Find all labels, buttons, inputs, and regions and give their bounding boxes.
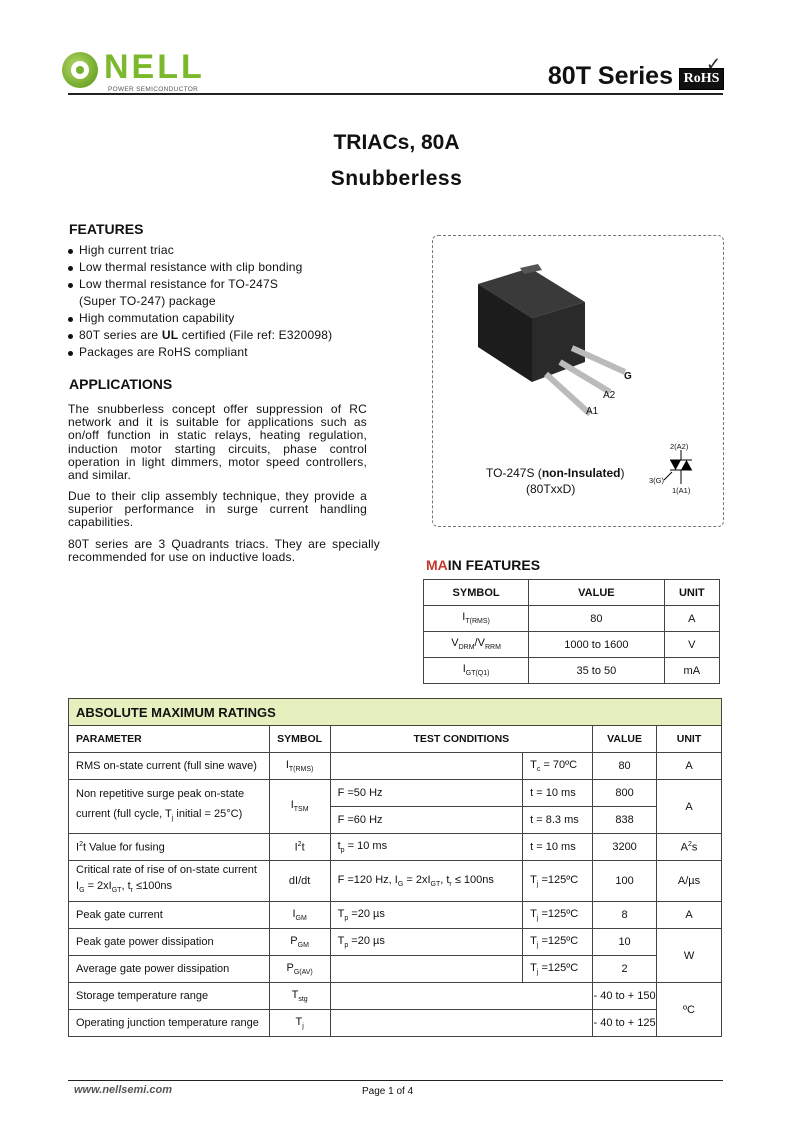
value-cell: 100 <box>593 861 657 902</box>
rohs-badge: RoHS <box>679 68 724 90</box>
cond-text: T <box>530 934 537 947</box>
unit-cell: A <box>657 753 722 780</box>
condition-cell <box>330 902 523 929</box>
value-cell: 2 <box>593 956 657 983</box>
param-cell: Peak gate power dissipation <box>69 929 270 956</box>
cond-sub: G <box>397 881 404 889</box>
value-cell: 10 <box>593 929 657 956</box>
cond-text: =125ºC <box>538 873 579 886</box>
param-cell: Peak gate current <box>69 902 270 929</box>
symbol-cell <box>269 780 330 834</box>
mf-unit: mA <box>664 658 719 684</box>
symbol-cell <box>269 983 330 1010</box>
symbol-g-label: 3(G) <box>649 476 664 485</box>
table-row <box>69 956 722 983</box>
symbol-main: t <box>301 841 305 854</box>
feature-item <box>66 327 332 344</box>
table-row <box>424 658 720 684</box>
cond-text: =125ºC <box>538 907 579 920</box>
series-title: 80T Series <box>547 62 673 90</box>
unit-cell: ºC <box>657 983 722 1037</box>
table-row <box>69 834 722 861</box>
unit-cell: A <box>657 902 722 929</box>
condition-cell <box>523 956 593 983</box>
symbol-sup: 2 <box>297 840 302 848</box>
param-text: , t <box>121 880 131 893</box>
symbol-cell: dI/dt <box>269 861 330 902</box>
table-row <box>69 929 722 956</box>
symbol-sub: GT(Q1) <box>465 670 490 678</box>
table-row <box>69 861 722 902</box>
ratings-header-symbol: SYMBOL <box>269 726 330 753</box>
value-cell: 80 <box>593 753 657 780</box>
features-heading: FEATURES <box>69 221 144 237</box>
unit-cell: A <box>657 780 722 834</box>
cond-text: =20 µs <box>348 907 385 920</box>
ratings-header-conditions: TEST CONDITIONS <box>330 726 592 753</box>
param-text: Critical rate of rise of on-state current <box>76 864 257 877</box>
condition-cell <box>330 834 523 861</box>
logo-icon-dot <box>76 66 84 74</box>
mf-symbol <box>424 606 529 632</box>
applications-paragraph: 80T series are 3 Quadrants triacs. They are specially recommended for use on inductive loads. <box>68 537 380 565</box>
symbol-sub: GM <box>295 915 307 923</box>
param-text: current (full cycle, T <box>76 807 172 820</box>
condition-cell: t = 10 ms <box>523 780 593 807</box>
package-part: (80TxxD) <box>526 482 576 496</box>
param-text: Non repetitive surge peak on-state <box>76 787 245 800</box>
cond-sub: r <box>449 881 452 889</box>
page-subtitle: Snubberless <box>330 167 463 190</box>
symbol-main: P <box>290 934 298 947</box>
main-features-heading: MAIN FEATURES <box>426 557 541 573</box>
symbol-cell <box>269 902 330 929</box>
condition-cell <box>330 956 523 983</box>
condition-cell: F =50 Hz <box>330 780 523 807</box>
footer-url[interactable]: www.nellsemi.com <box>74 1084 173 1096</box>
mf-header-symbol: SYMBOL <box>424 580 529 606</box>
logo-text: NELL <box>104 48 205 86</box>
param-sub: G <box>79 887 85 895</box>
cond-text: T <box>337 907 345 920</box>
condition-cell: t = 10 ms <box>523 834 593 861</box>
value-cell: - 40 to + 125 <box>593 1010 657 1037</box>
param-cell: Storage temperature range <box>69 983 270 1010</box>
value-cell: 800 <box>593 780 657 807</box>
cond-text: , t <box>440 873 450 886</box>
features-list <box>66 242 332 361</box>
symbol-sub: stg <box>298 996 308 1004</box>
package-name-bold: non-Insulated <box>541 466 621 480</box>
cond-text: T <box>530 873 537 886</box>
cond-text: ≤ 100ns <box>451 873 494 886</box>
symbol-sub: RRM <box>484 644 501 652</box>
mf-value: 35 to 50 <box>529 658 664 684</box>
unit-text: A <box>680 841 688 854</box>
param-cell: Average gate power dissipation <box>69 956 270 983</box>
symbol-main: I <box>294 841 298 854</box>
feature-item <box>66 276 332 310</box>
package-name-post: ) <box>620 466 625 480</box>
symbol-cell <box>269 929 330 956</box>
unit-sup: 2 <box>687 840 692 848</box>
table-row <box>69 753 722 780</box>
ratings-header-unit: UNIT <box>657 726 722 753</box>
symbol-main: I <box>462 663 466 676</box>
table-row <box>69 983 722 1010</box>
footer-page-number: Page 1 of 4 <box>362 1086 414 1097</box>
symbol-main: V <box>451 637 459 650</box>
unit-cell: W <box>657 929 722 983</box>
symbol-main: I <box>290 799 294 812</box>
param-cell: RMS on-state current (full sine wave) <box>69 753 270 780</box>
cond-sub: p <box>340 847 345 855</box>
cond-sub: j <box>536 969 539 977</box>
table-row <box>69 780 722 807</box>
feature-text: certified (File ref: E320098) <box>178 328 333 342</box>
cond-sub: j <box>536 915 539 923</box>
param-sub: j <box>171 815 174 823</box>
feature-item: High current triac <box>66 242 332 259</box>
cond-text: T <box>530 907 537 920</box>
feature-text-bold: UL <box>161 328 179 342</box>
symbol-sub: T(RMS) <box>465 618 490 626</box>
ratings-table <box>68 698 722 1037</box>
page-title: TRIACs, 80A <box>333 131 460 154</box>
param-sub: r <box>130 887 133 895</box>
mf-value: 80 <box>529 606 664 632</box>
applications-paragraph: Due to their clip assembly technique, they provide a superior performance in surge current handling capabilities. <box>68 489 367 530</box>
main-features-table <box>423 579 720 684</box>
pin-label-g: G <box>624 371 632 382</box>
unit-cell: A/µs <box>657 861 722 902</box>
value-cell: 838 <box>593 807 657 834</box>
condition-cell <box>523 861 593 902</box>
param-cell <box>69 861 270 902</box>
condition-cell <box>330 861 523 902</box>
table-row <box>69 1010 722 1037</box>
symbol-main: I <box>285 758 289 771</box>
cond-sub: p <box>344 915 349 923</box>
ratings-header-value: VALUE <box>593 726 657 753</box>
param-sup: 2 <box>79 840 83 848</box>
cond-text: = 2xI <box>403 873 431 886</box>
param-text: = 2xI <box>84 880 112 893</box>
param-cell <box>69 834 270 861</box>
symbol-sub: G(AV) <box>293 969 313 977</box>
cond-sub: p <box>344 942 349 950</box>
symbol-sub: DRM <box>458 644 475 652</box>
condition-cell <box>523 902 593 929</box>
cond-sub: j <box>536 881 539 889</box>
param-cell <box>69 780 270 834</box>
package-name-pre: TO-247S ( <box>486 466 542 480</box>
param-text: I <box>76 841 80 854</box>
symbol-a2-label: 2(A2) <box>670 442 689 451</box>
param-text: I <box>76 880 80 893</box>
main-features-heading-text: IN FEATURES <box>447 557 541 573</box>
symbol-sub: GM <box>297 942 309 950</box>
symbol-a1-label: 1(A1) <box>672 486 691 495</box>
cond-text: t <box>337 839 341 852</box>
feature-text: (Super TO-247) package <box>79 294 216 308</box>
condition-cell <box>523 929 593 956</box>
param-text: initial = 25°C) <box>173 807 243 820</box>
symbol-main: /V <box>474 637 485 650</box>
header-rule <box>68 93 723 95</box>
ratings-heading: ABSOLUTE MAXIMUM RATINGS <box>69 699 722 726</box>
condition-cell <box>330 929 523 956</box>
cond-text: = 10 ms <box>344 839 388 852</box>
cond-text: T <box>530 758 537 771</box>
condition-cell <box>523 753 593 780</box>
param-text: ≤100ns <box>132 880 173 893</box>
symbol-cell <box>269 753 330 780</box>
symbol-main: T <box>295 1015 303 1028</box>
mf-symbol <box>424 632 529 658</box>
value-cell: 3200 <box>593 834 657 861</box>
cond-text: = 70ºC <box>540 758 578 771</box>
applications-paragraph: The snubberless concept offer suppression of RC network and it is suitable for applications such as on/off function in static relays, heating regulation, induction motor starting circuits, phase control operation in light dimmers, motor speed controllers, and similar. <box>68 402 367 483</box>
applications-heading: APPLICATIONS <box>69 376 173 392</box>
symbol-main: I <box>292 907 296 920</box>
symbol-sub: j <box>302 1023 304 1031</box>
param-cell: Operating junction temperature range <box>69 1010 270 1037</box>
mf-value: 1000 to 1600 <box>529 632 664 658</box>
cond-text: =125ºC <box>538 961 579 974</box>
cond-sub: j <box>536 942 539 950</box>
pin-label-a1: A1 <box>586 406 599 417</box>
mf-header-unit: UNIT <box>664 580 719 606</box>
param-text: t Value for fusing <box>82 841 165 854</box>
symbol-cell <box>269 1010 330 1037</box>
table-row <box>424 606 720 632</box>
value-cell: 8 <box>593 902 657 929</box>
package-name <box>486 466 624 480</box>
pin-label-a2: A2 <box>603 390 616 401</box>
param-sub: GT <box>111 887 122 895</box>
symbol-sub: TSM <box>293 806 309 814</box>
logo-subtitle: POWER SEMICONDUCTOR <box>108 86 199 93</box>
cond-text: =20 µs <box>348 934 385 947</box>
condition-cell <box>330 753 523 780</box>
mf-unit: V <box>664 632 719 658</box>
table-row <box>69 902 722 929</box>
feature-text: Low thermal resistance for TO-247S <box>79 277 279 291</box>
ratings-header-parameter: PARAMETER <box>69 726 270 753</box>
rohs-check-icon: ✓ <box>706 54 722 74</box>
cond-text: T <box>530 961 537 974</box>
triac-symbol-icon <box>662 450 696 486</box>
symbol-main: I <box>462 611 466 624</box>
symbol-main: T <box>291 988 299 1001</box>
condition-cell: F =60 Hz <box>330 807 523 834</box>
cond-sub: c <box>536 766 541 774</box>
symbol-cell <box>269 834 330 861</box>
footer-rule <box>68 1080 723 1081</box>
cond-text: =125ºC <box>538 934 579 947</box>
unit-cell <box>657 834 722 861</box>
unit-text: s <box>691 841 698 854</box>
feature-item: High commutation capability <box>66 310 332 327</box>
feature-item: Packages are RoHS compliant <box>66 344 332 361</box>
mf-unit: A <box>664 606 719 632</box>
cond-text: F =120 Hz, I <box>337 873 398 886</box>
mf-header-value: VALUE <box>529 580 664 606</box>
condition-cell: t = 8.3 ms <box>523 807 593 834</box>
table-row <box>424 632 720 658</box>
cond-text: T <box>337 934 345 947</box>
symbol-sub: T(RMS) <box>288 766 314 774</box>
symbol-cell <box>269 956 330 983</box>
value-cell: - 40 to + 150 <box>593 983 657 1010</box>
feature-text: 80T series are <box>79 328 162 342</box>
cond-sub: GT <box>430 881 441 889</box>
mf-symbol <box>424 658 529 684</box>
condition-cell <box>330 1010 592 1037</box>
symbol-main: P <box>286 961 294 974</box>
condition-cell <box>330 983 592 1010</box>
feature-item: Low thermal resistance with clip bonding <box>66 259 332 276</box>
